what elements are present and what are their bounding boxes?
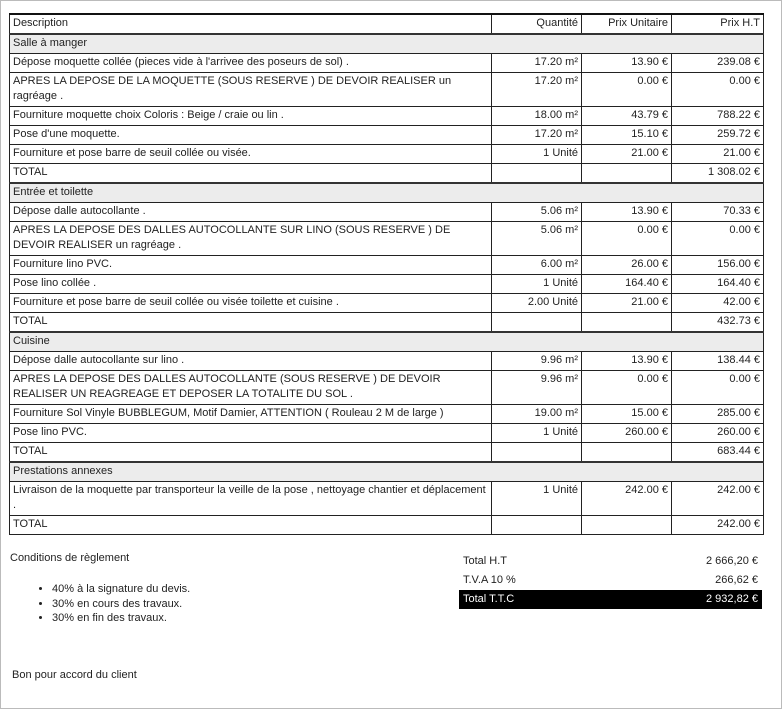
item-price-ht: 70.33 € — [672, 203, 764, 222]
item-quantity: 1 Unité — [492, 145, 582, 164]
item-price-ht: 0.00 € — [672, 371, 764, 405]
item-description: Fourniture Sol Vinyle BUBBLEGUM, Motif Damier, ATTENTION ( Rouleau 2 M de large ) — [10, 405, 492, 424]
item-price-ht: 285.00 € — [672, 405, 764, 424]
empty-cell — [492, 516, 582, 535]
header-prix-ht: Prix H.T — [672, 14, 764, 34]
item-quantity: 5.06 m² — [492, 203, 582, 222]
section-title: Entrée et toilette — [10, 183, 764, 203]
total-ht-value: 2 666,20 € — [706, 555, 758, 567]
conditions-title: Conditions de règlement — [10, 552, 130, 564]
table-row — [10, 482, 764, 516]
item-unit-price: 13.90 € — [582, 352, 672, 371]
item-description: APRES LA DEPOSE DES DALLES AUTOCOLLANTE (SOUS RESERVE ) DE DEVOIR REALISER UN REAGREAGE ET DEPOSER LA TOTALITE DU SOL . — [10, 371, 492, 405]
condition-item: • 40% à la signature du devis. — [52, 582, 190, 597]
table-row — [10, 54, 764, 73]
empty-cell — [582, 164, 672, 184]
section-total-value: 1 308.02 € — [672, 164, 764, 184]
section-total-value: 242.00 € — [672, 516, 764, 535]
empty-cell — [492, 313, 582, 333]
item-quantity: 5.06 m² — [492, 222, 582, 256]
quote-table-body — [10, 14, 764, 535]
item-unit-price: 164.40 € — [582, 275, 672, 294]
item-unit-price: 0.00 € — [582, 371, 672, 405]
item-description: Fourniture moquette choix Coloris : Beige / craie ou lin . — [10, 107, 492, 126]
header-quantite: Quantité — [492, 14, 582, 34]
totals-block — [459, 552, 762, 609]
section-total-row — [10, 313, 764, 333]
total-ttc-row — [459, 590, 762, 609]
table-row — [10, 145, 764, 164]
item-quantity: 17.20 m² — [492, 126, 582, 145]
tva-label: T.V.A 10 % — [463, 574, 516, 586]
empty-cell — [582, 516, 672, 535]
item-description: Pose d'une moquette. — [10, 126, 492, 145]
table-row — [10, 73, 764, 107]
item-description: Dépose moquette collée (pieces vide à l'arrivee des poseurs de sol) . — [10, 54, 492, 73]
total-ttc-label: Total T.T.C — [463, 593, 515, 605]
total-ht-row — [459, 552, 762, 571]
section-total-value: 432.73 € — [672, 313, 764, 333]
condition-item: • 30% en fin des travaux. — [52, 611, 190, 626]
table-row — [10, 424, 764, 443]
item-unit-price: 26.00 € — [582, 256, 672, 275]
item-price-ht: 242.00 € — [672, 482, 764, 516]
item-description: APRES LA DEPOSE DES DALLES AUTOCOLLANTE SUR LINO (SOUS RESERVE ) DE DEVOIR REALISER un ragréage . — [10, 222, 492, 256]
quote-table — [9, 13, 764, 535]
item-unit-price: 0.00 € — [582, 222, 672, 256]
item-unit-price: 13.90 € — [582, 203, 672, 222]
table-row — [10, 294, 764, 313]
section-total-label: TOTAL — [10, 164, 492, 184]
header-prix-unitaire: Prix Unitaire — [582, 14, 672, 34]
item-unit-price: 15.10 € — [582, 126, 672, 145]
item-unit-price: 260.00 € — [582, 424, 672, 443]
table-row — [10, 107, 764, 126]
item-quantity: 17.20 m² — [492, 54, 582, 73]
empty-cell — [492, 443, 582, 463]
empty-cell — [582, 313, 672, 333]
item-quantity: 1 Unité — [492, 275, 582, 294]
item-price-ht: 239.08 € — [672, 54, 764, 73]
item-description: APRES LA DEPOSE DE LA MOQUETTE (SOUS RESERVE ) DE DEVOIR REALISER un ragréage . — [10, 73, 492, 107]
item-quantity: 9.96 m² — [492, 352, 582, 371]
item-quantity: 1 Unité — [492, 482, 582, 516]
section-total-row — [10, 164, 764, 184]
table-row — [10, 405, 764, 424]
section-header-row — [10, 34, 764, 54]
total-ht-label: Total H.T — [463, 555, 508, 567]
section-header-row — [10, 462, 764, 482]
item-unit-price: 13.90 € — [582, 54, 672, 73]
table-row — [10, 126, 764, 145]
section-total-row — [10, 443, 764, 463]
item-description: Livraison de la moquette par transporteur la veille de la pose , nettoyage chantier et déplacement . — [10, 482, 492, 516]
table-row — [10, 352, 764, 371]
item-unit-price: 242.00 € — [582, 482, 672, 516]
table-row — [10, 222, 764, 256]
item-unit-price: 43.79 € — [582, 107, 672, 126]
item-quantity: 1 Unité — [492, 424, 582, 443]
section-header-row — [10, 332, 764, 352]
header-description: Description — [10, 14, 492, 34]
item-description: Pose lino PVC. — [10, 424, 492, 443]
section-header-row — [10, 183, 764, 203]
section-total-label: TOTAL — [10, 443, 492, 463]
item-price-ht: 788.22 € — [672, 107, 764, 126]
item-unit-price: 21.00 € — [582, 294, 672, 313]
item-price-ht: 156.00 € — [672, 256, 764, 275]
section-title: Cuisine — [10, 332, 764, 352]
item-quantity: 17.20 m² — [492, 73, 582, 107]
item-unit-price: 0.00 € — [582, 73, 672, 107]
tva-value: 266,62 € — [715, 574, 758, 586]
item-description: Dépose dalle autocollante sur lino . — [10, 352, 492, 371]
item-price-ht: 164.40 € — [672, 275, 764, 294]
item-price-ht: 42.00 € — [672, 294, 764, 313]
empty-cell — [492, 164, 582, 184]
item-quantity: 2.00 Unité — [492, 294, 582, 313]
empty-cell — [582, 443, 672, 463]
item-description: Dépose dalle autocollante . — [10, 203, 492, 222]
client-approval-label: Bon pour accord du client — [12, 669, 137, 681]
item-quantity: 19.00 m² — [492, 405, 582, 424]
condition-item: • 30% en cours des travaux. — [52, 597, 190, 612]
section-title: Prestations annexes — [10, 462, 764, 482]
item-price-ht: 0.00 € — [672, 73, 764, 107]
conditions-list — [36, 582, 190, 626]
table-row — [10, 203, 764, 222]
item-unit-price: 21.00 € — [582, 145, 672, 164]
table-row — [10, 256, 764, 275]
tva-row — [459, 571, 762, 590]
item-price-ht: 21.00 € — [672, 145, 764, 164]
item-description: Pose lino collée . — [10, 275, 492, 294]
section-total-label: TOTAL — [10, 516, 492, 535]
item-description: Fourniture et pose barre de seuil collée ou visée toilette et cuisine . — [10, 294, 492, 313]
item-unit-price: 15.00 € — [582, 405, 672, 424]
item-price-ht: 0.00 € — [672, 222, 764, 256]
section-title: Salle à manger — [10, 34, 764, 54]
section-total-row — [10, 516, 764, 535]
section-total-value: 683.44 € — [672, 443, 764, 463]
item-description: Fourniture et pose barre de seuil collée ou visée. — [10, 145, 492, 164]
item-quantity: 6.00 m² — [492, 256, 582, 275]
item-price-ht: 259.72 € — [672, 126, 764, 145]
item-price-ht: 138.44 € — [672, 352, 764, 371]
item-quantity: 9.96 m² — [492, 371, 582, 405]
item-description: Fourniture lino PVC. — [10, 256, 492, 275]
table-row — [10, 371, 764, 405]
total-ttc-value: 2 932,82 € — [706, 593, 758, 605]
section-total-label: TOTAL — [10, 313, 492, 333]
item-quantity: 18.00 m² — [492, 107, 582, 126]
table-row — [10, 275, 764, 294]
table-header-row — [10, 14, 764, 34]
item-price-ht: 260.00 € — [672, 424, 764, 443]
